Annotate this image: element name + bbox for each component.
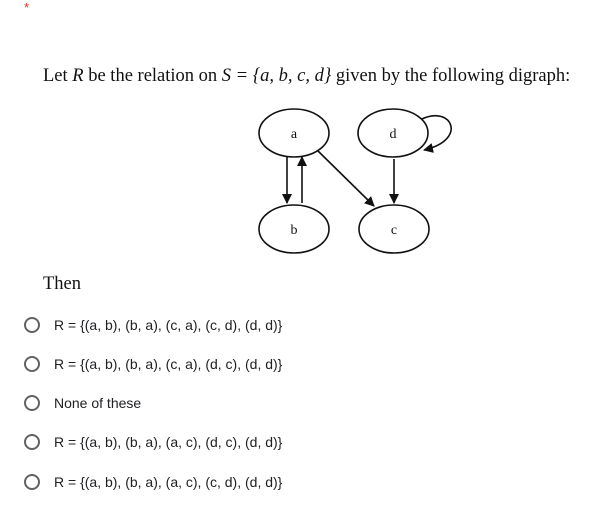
option-label: R = {(a, b), (b, a), (c, a), (c, d), (d, d)} (54, 317, 283, 333)
option-label: R = {(a, b), (b, a), (a, c), (c, d), (d, d)} (54, 474, 283, 490)
question-suffix: given by the following digraph: (331, 66, 571, 86)
node-a (259, 109, 329, 157)
radio-button[interactable] (24, 317, 40, 333)
edge-a-to-c (318, 151, 374, 206)
set-value: {a, b, c, d} (252, 66, 332, 86)
required-marker: * (24, 0, 30, 15)
node-d (358, 109, 428, 157)
radio-button[interactable] (24, 434, 40, 450)
node-b-label: b (290, 223, 298, 238)
radio-button[interactable] (24, 395, 40, 411)
option-2[interactable] (20, 351, 282, 377)
option-label: R = {(a, b), (b, a), (c, a), (d, c), (d, d)} (54, 356, 283, 372)
equals-sign: = (231, 66, 253, 86)
option-label: R = {(a, b), (b, a), (a, c), (d, c), (d, d)} (54, 434, 283, 450)
node-a-label: a (290, 127, 298, 142)
radio-button[interactable] (24, 474, 40, 490)
option-label: None of these (54, 395, 142, 411)
question-prefix: Let (43, 66, 73, 86)
option-5[interactable] (20, 469, 282, 495)
node-d-label: d (389, 127, 397, 142)
question-middle: be the relation on (83, 66, 222, 86)
set-symbol: S (221, 66, 232, 86)
radio-button[interactable] (24, 356, 40, 372)
option-1[interactable] (20, 312, 282, 338)
then-label: Then (43, 274, 82, 294)
option-4[interactable] (20, 429, 282, 455)
node-b (259, 205, 329, 253)
relation-symbol: R (72, 66, 84, 86)
node-c-label: c (390, 223, 398, 238)
node-c (359, 205, 429, 253)
option-3[interactable] (20, 390, 141, 416)
